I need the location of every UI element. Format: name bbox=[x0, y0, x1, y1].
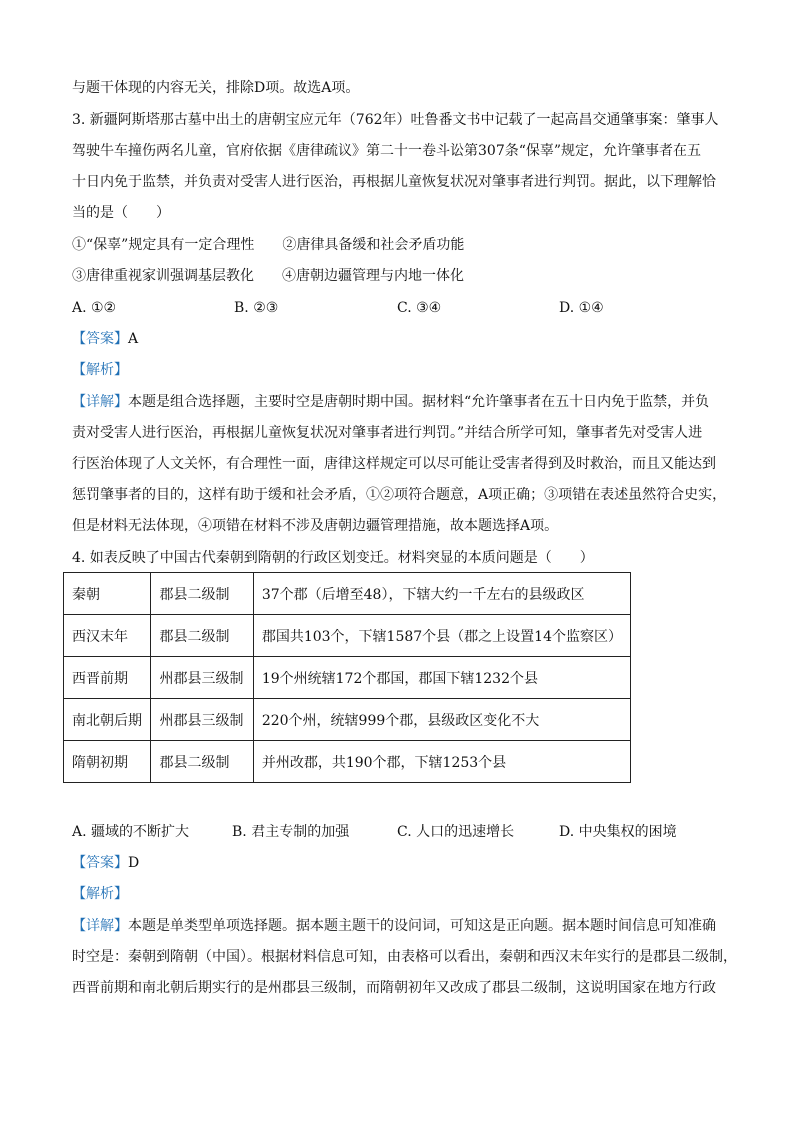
table-cell-system: 州郡县三级制 bbox=[151, 699, 253, 741]
q3-analysis-tag bbox=[72, 360, 732, 380]
table-row bbox=[64, 741, 631, 783]
table-cell-detail: 郡国共103个，下辖1587个县（郡之上设置14个监察区） bbox=[253, 615, 630, 657]
table-row bbox=[64, 657, 631, 699]
table-row bbox=[64, 615, 631, 657]
table-cell-system: 郡县二级制 bbox=[151, 573, 253, 615]
table-cell-detail: 37个郡（后增至48），下辖大约一千左右的县级政区 bbox=[253, 573, 630, 615]
detail-tag: 【详解】 bbox=[72, 394, 128, 410]
q3-detail-line-4: 惩罚肇事者的目的，这样有助于缓和社会矛盾，①②项符合题意，A项正确；③项错在表述虽然符合史实， bbox=[72, 487, 727, 503]
q3-option-c: C. ③④ bbox=[397, 300, 442, 316]
q3-option-b: B. ②③ bbox=[234, 300, 279, 316]
q3-detail-line-5: 但是材料无法体现，④项错在材料不涉及唐朝边疆管理措施，故本题选择A项。 bbox=[72, 518, 559, 534]
analysis-tag: 【解析】 bbox=[72, 362, 128, 378]
answer-tag: 【答案】 bbox=[72, 855, 128, 871]
intro-line: 与题干体现的内容无关，排除D项。故选A项。 bbox=[72, 80, 360, 96]
table-cell-system: 州郡县三级制 bbox=[151, 657, 253, 699]
answer-value: A bbox=[128, 331, 139, 347]
q3-statements-line-1: ①“保辜”规定具有一定合理性 ②唐律具备缓和社会矛盾功能 bbox=[72, 237, 465, 253]
q3-detail-line-3: 行医治体现了人文关怀，有合理性一面，唐律这样规定可以尽可能让受害者得到及时救治，而且又能达到 bbox=[72, 456, 716, 472]
q3-statements-line-2: ③唐律重视家训强调基层教化 ④唐朝边疆管理与内地一体化 bbox=[72, 268, 464, 284]
table-cell-dynasty: 南北朝后期 bbox=[64, 699, 151, 741]
q3-stem-line-2: 驾驶牛车撞伤两名儿童，官府依据《唐律疏议》第二十一卷斗讼第307条“保辜”规定，允许肇事者在五 bbox=[72, 143, 702, 159]
analysis-tag: 【解析】 bbox=[72, 886, 128, 902]
table-cell-dynasty: 秦朝 bbox=[64, 573, 151, 615]
q4-detail-text-1: 本题是单类型单项选择题。据本题主题干的设问词，可知这是正向题。据本题时间信息可知准确 bbox=[128, 918, 716, 934]
q3-stem-line-3: 十日内免于监禁，并负责对受害人进行医治，再根据儿童恢复状况对肇事者进行判罚。据此，以下理解恰 bbox=[72, 174, 716, 190]
answer-tag: 【答案】 bbox=[72, 331, 128, 347]
q3-option-a: A. ①② bbox=[72, 300, 117, 316]
q4-detail-line-3: 西晋前期和南北朝后期实行的是州郡县三级制，而隋朝初年又改成了郡县二级制，这说明国家在地方行政 bbox=[72, 980, 716, 996]
q4-detail-line-2: 时空是：秦朝到隋朝（中国）。根据材料信息可知，由表格可以看出，秦朝和西汉末年实行的是郡县二级制， bbox=[72, 949, 737, 965]
admin-division-table bbox=[63, 572, 631, 783]
table-cell-system: 郡县二级制 bbox=[151, 741, 253, 783]
table-cell-dynasty: 隋朝初期 bbox=[64, 741, 151, 783]
q4-analysis-tag bbox=[72, 884, 732, 904]
table-cell-dynasty: 西晋前期 bbox=[64, 657, 151, 699]
q4-option-a: A. 疆域的不断扩大 bbox=[72, 824, 190, 840]
table-cell-dynasty: 西汉末年 bbox=[64, 615, 151, 657]
table-row bbox=[64, 699, 631, 741]
q3-stem-line-4: 当的是（ ） bbox=[72, 205, 170, 221]
q4-option-b: B. 君主专制的加强 bbox=[232, 824, 350, 840]
q3-stem-line-1: 3. 新疆阿斯塔那古墓中出土的唐朝宝应元年（762年）吐鲁番文书中记载了一起高昌交通肇事案：肇事人 bbox=[72, 112, 719, 128]
q4-option-c: C. 人口的迅速增长 bbox=[397, 824, 515, 840]
q4-stem: 4. 如表反映了中国古代秦朝到隋朝的行政区划变迁。材料突显的本质问题是（ ） bbox=[72, 550, 594, 566]
q4-detail-line-1 bbox=[72, 916, 732, 936]
table-cell-detail: 19个州统辖172个郡国，郡国下辖1232个县 bbox=[253, 657, 630, 699]
table-cell-detail: 并州改郡，共190个郡，下辖1253个县 bbox=[253, 741, 630, 783]
q3-detail-line-2: 责对受害人进行医治，再根据儿童恢复状况对肇事者进行判罚。”并结合所学可知，肇事者先对受害人进 bbox=[72, 425, 703, 441]
table-cell-detail: 220个州，统辖999个郡，县级政区变化不大 bbox=[253, 699, 630, 741]
answer-value: D bbox=[128, 855, 140, 871]
q3-answer bbox=[72, 329, 732, 349]
q3-detail-text-1: 本题是组合选择题，主要时空是唐朝时期中国。据材料“允许肇事者在五十日内免于监禁，并负 bbox=[128, 394, 710, 410]
q4-option-d: D. 中央集权的困境 bbox=[559, 824, 677, 840]
table-row bbox=[64, 573, 631, 615]
q3-detail-line-1 bbox=[72, 392, 732, 412]
q3-option-d: D. ①④ bbox=[559, 300, 604, 316]
detail-tag: 【详解】 bbox=[72, 918, 128, 934]
table-cell-system: 郡县二级制 bbox=[151, 615, 253, 657]
q4-answer bbox=[72, 853, 732, 873]
